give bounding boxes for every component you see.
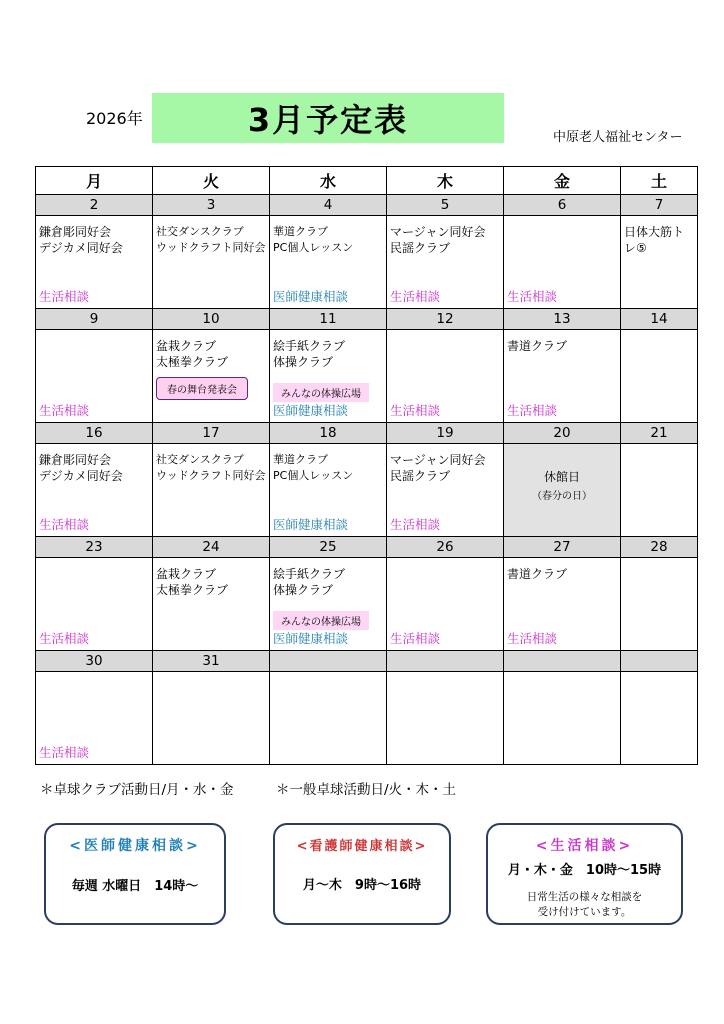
year-label: 2026年 (86, 109, 143, 128)
activity-item: 華道クラブ (273, 453, 328, 466)
nurse-consult-card (273, 823, 451, 925)
day-content-row (36, 216, 698, 309)
date-row (36, 537, 698, 558)
activity-item: 体操クラブ (273, 355, 334, 369)
life-consult-note-1: 日常生活の様々な相談を (526, 891, 643, 903)
date-number: 10 (153, 309, 270, 330)
day-cell (153, 330, 270, 423)
date-number: 21 (621, 423, 698, 444)
life-consult-label: 生活相談 (390, 631, 441, 646)
date-number: 12 (387, 309, 504, 330)
activity-item: 書道クラブ (507, 567, 568, 581)
activity-item: 絵手紙クラブ (273, 567, 346, 581)
day-cell (387, 672, 504, 765)
day-cell (36, 330, 153, 423)
date-row (36, 195, 698, 216)
life-consult-label: 生活相談 (39, 289, 90, 304)
weekday-sat: 土 (621, 167, 698, 195)
activity-list (153, 558, 269, 598)
day-cell (621, 672, 698, 765)
life-consult-header: <生活相談> (535, 838, 634, 854)
date-number: 2 (36, 195, 153, 216)
day-cell (387, 444, 504, 537)
activity-item: マージャン同好会 (390, 225, 486, 239)
nurse-consult-schedule: 月～木 9時～16時 (302, 878, 422, 893)
activity-item: 体操クラブ (273, 583, 334, 597)
date-number: 5 (387, 195, 504, 216)
date-number: 18 (270, 423, 387, 444)
activity-item: 盆栽クラブ (156, 339, 217, 353)
activity-list (621, 216, 697, 256)
day-cell (387, 330, 504, 423)
day-cell (36, 558, 153, 651)
day-cell (270, 216, 387, 309)
date-number: 31 (153, 651, 270, 672)
date-row (36, 651, 698, 672)
activity-item: PC個人レッスン (273, 241, 354, 254)
life-consult-note-2: 受け付けています。 (537, 906, 632, 918)
day-cell (36, 672, 153, 765)
activity-list (504, 558, 620, 582)
day-cell (504, 216, 621, 309)
nurse-consult-header: <看護師健康相談> (296, 839, 428, 854)
event-badge: 春の舞台発表会 (156, 377, 248, 400)
weekday-thu: 木 (387, 167, 504, 195)
day-content-row (36, 444, 698, 537)
table-tennis-club-note: ＊卓球クラブ活動日/月・水・金 (40, 782, 234, 798)
activity-item: 鎌倉彫同好会 (39, 453, 112, 467)
activity-list (504, 330, 620, 354)
day-cell (504, 444, 621, 537)
day-cell (504, 672, 621, 765)
organization-name: 中原老人福祉センター (553, 130, 683, 145)
activity-list (270, 330, 386, 370)
day-cell (387, 558, 504, 651)
general-table-tennis-note: ＊一般卓球活動日/火・木・土 (276, 782, 457, 798)
day-cell (153, 444, 270, 537)
activity-list (270, 216, 386, 256)
day-cell (153, 672, 270, 765)
doctor-consult-label: 医師健康相談 (273, 631, 349, 646)
activity-item: 絵手紙クラブ (273, 339, 346, 353)
life-consult-label: 生活相談 (39, 403, 90, 418)
day-cell (621, 216, 698, 309)
activity-list (270, 558, 386, 598)
activity-item: 盆栽クラブ (156, 567, 217, 581)
day-cell (504, 330, 621, 423)
date-number: 9 (36, 309, 153, 330)
life-consult-label: 生活相談 (507, 289, 558, 304)
date-row (36, 423, 698, 444)
date-number: 30 (36, 651, 153, 672)
day-content-row (36, 330, 698, 423)
event-badge: みんなの体操広場 (273, 383, 369, 402)
calendar-table (35, 166, 698, 765)
title-banner (152, 93, 504, 143)
activity-item: PC個人レッスン (273, 469, 354, 482)
date-number (504, 651, 621, 672)
weekday-fri: 金 (504, 167, 621, 195)
day-cell (36, 216, 153, 309)
life-consult-card (486, 823, 683, 925)
life-consult-label: 生活相談 (390, 403, 441, 418)
activity-list (153, 330, 269, 370)
date-row (36, 309, 698, 330)
life-consult-label: 生活相談 (39, 517, 90, 532)
day-cell (270, 444, 387, 537)
life-consult-label: 生活相談 (390, 289, 441, 304)
day-cell (621, 330, 698, 423)
activity-list (36, 216, 152, 256)
date-number: 3 (153, 195, 270, 216)
date-number: 16 (36, 423, 153, 444)
date-number: 13 (504, 309, 621, 330)
activity-item: 太極拳クラブ (156, 355, 229, 369)
activity-item: マージャン同好会 (390, 453, 486, 467)
doctor-consult-schedule: 毎週 水曜日 14時～ (71, 879, 199, 894)
day-cell (621, 444, 698, 537)
day-cell (153, 558, 270, 651)
activity-list (153, 216, 269, 256)
activity-item: 民謡クラブ (390, 241, 451, 255)
date-number: 27 (504, 537, 621, 558)
life-consult-label: 生活相談 (507, 631, 558, 646)
day-cell (387, 216, 504, 309)
activity-item: 鎌倉彫同好会 (39, 225, 112, 239)
activity-item: 太極拳クラブ (156, 583, 229, 597)
activity-item: 日体大筋ト (624, 225, 685, 239)
day-cell (621, 558, 698, 651)
doctor-consult-card (44, 823, 226, 925)
life-consult-label: 生活相談 (390, 517, 441, 532)
date-number: 6 (504, 195, 621, 216)
date-number: 20 (504, 423, 621, 444)
day-cell (270, 558, 387, 651)
date-number: 14 (621, 309, 698, 330)
weekday-wed: 水 (270, 167, 387, 195)
date-number: 4 (270, 195, 387, 216)
doctor-consult-label: 医師健康相談 (273, 289, 349, 304)
activity-list (36, 444, 152, 484)
activity-item: ウッドクラフト同好会 (156, 241, 266, 254)
activity-item: 社交ダンスクラブ (156, 453, 244, 466)
date-number: 23 (36, 537, 153, 558)
life-consult-schedule: 月・木・金 10時～15時 (507, 863, 662, 878)
date-number: 11 (270, 309, 387, 330)
day-cell (36, 444, 153, 537)
date-number (270, 651, 387, 672)
activity-list (270, 444, 386, 484)
date-number: 26 (387, 537, 504, 558)
date-number: 19 (387, 423, 504, 444)
doctor-consult-label: 医師健康相談 (273, 517, 349, 532)
doctor-consult-header: <医師健康相談> (69, 838, 201, 854)
activity-item: 華道クラブ (273, 225, 328, 238)
activity-list (387, 216, 503, 256)
date-number: 25 (270, 537, 387, 558)
event-badge: みんなの体操広場 (273, 611, 369, 630)
weekday-header-row (36, 167, 698, 195)
day-cell (270, 672, 387, 765)
activity-item: デジカメ同好会 (39, 469, 123, 483)
life-consult-label: 生活相談 (39, 631, 90, 646)
date-number (621, 651, 698, 672)
date-number: 28 (621, 537, 698, 558)
closed-day-label: 休館日 (543, 470, 580, 484)
activity-item: 社交ダンスクラブ (156, 225, 244, 238)
day-cell (504, 558, 621, 651)
doctor-consult-label: 医師健康相談 (273, 403, 349, 418)
date-number: 24 (153, 537, 270, 558)
closed-day-note: （春分の日） (532, 491, 592, 502)
date-number: 17 (153, 423, 270, 444)
activity-item: レ⑤ (624, 241, 647, 255)
date-number: 7 (621, 195, 698, 216)
activity-list (387, 444, 503, 484)
activity-item: デジカメ同好会 (39, 241, 123, 255)
activity-item: ウッドクラフト同好会 (156, 469, 266, 482)
day-content-row (36, 672, 698, 765)
day-cell (270, 330, 387, 423)
life-consult-label: 生活相談 (39, 745, 90, 760)
life-consult-label: 生活相談 (507, 403, 558, 418)
day-cell (153, 216, 270, 309)
weekday-tue: 火 (153, 167, 270, 195)
activity-item: 書道クラブ (507, 339, 568, 353)
date-number (387, 651, 504, 672)
activity-list (153, 444, 269, 484)
page-title: 3月予定表 (247, 101, 409, 139)
weekday-mon: 月 (36, 167, 153, 195)
day-content-row (36, 558, 698, 651)
activity-item: 民謡クラブ (390, 469, 451, 483)
